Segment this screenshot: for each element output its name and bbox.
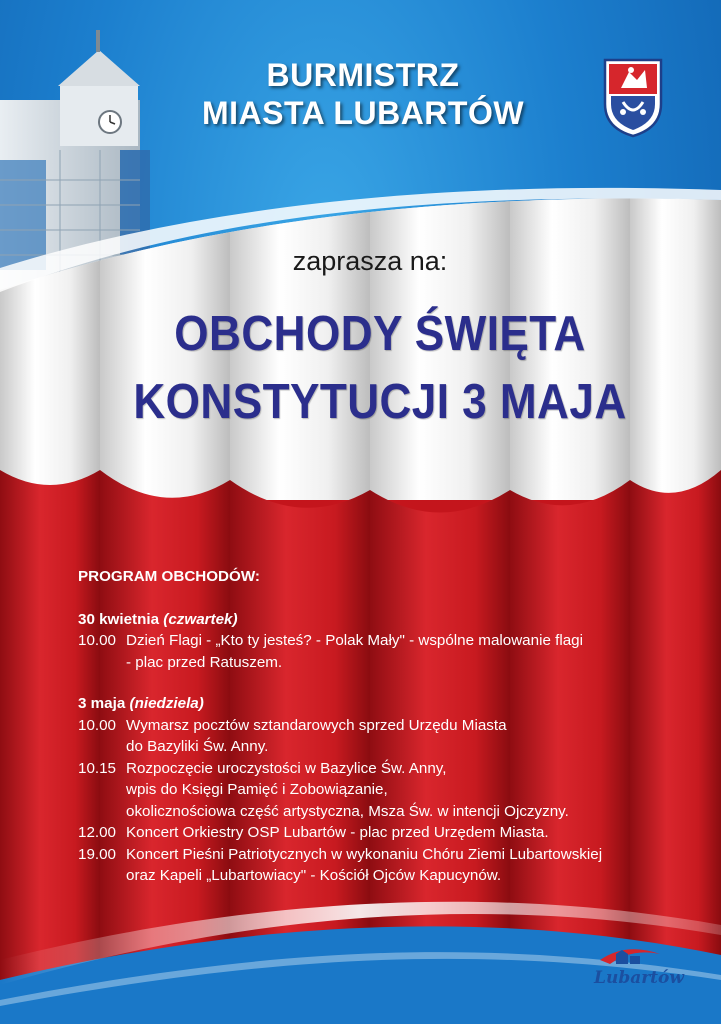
coat-of-arms-icon: [601, 58, 665, 138]
event-title: [92, 300, 668, 436]
event-line: Koncert Pieśni Patriotycznych w wykonaniu Chóru Ziemi Lubartowskiej: [126, 845, 603, 863]
program-section: [78, 566, 678, 887]
event-description: [126, 844, 678, 887]
event-time: 12.00: [78, 824, 117, 841]
event-title-line-1: OBCHODY ŚWIĘTA: [174, 307, 586, 361]
event-line: oraz Kapeli „Lubartowiacy" - Kościół Ojców Kapucynów.: [126, 867, 502, 884]
header-line-2: MIASTA LUBARTÓW: [201, 95, 525, 131]
event-line: do Bazyliki Św. Anny.: [126, 738, 269, 755]
event-line: - plac przed Ratuszem.: [126, 653, 283, 671]
event-description: [126, 715, 678, 758]
day-weekday: (niedziela): [129, 695, 204, 712]
invite-text: zaprasza na:: [292, 246, 448, 276]
event-time: 10.00: [78, 632, 117, 649]
event-time: 19.00: [78, 845, 117, 863]
program-event: [78, 715, 678, 758]
day-date: 30 kwietnia: [78, 610, 160, 628]
event-description: [126, 758, 678, 823]
day-header: [78, 609, 678, 631]
event-description: [126, 630, 678, 673]
event-description: [126, 822, 678, 844]
program-heading: PROGRAM OBCHODÓW:: [78, 568, 260, 585]
header-line-1: BURMISTRZ: [266, 57, 460, 93]
day-header: [78, 693, 678, 715]
event-time: 10.00: [78, 716, 117, 734]
program-event: [78, 822, 678, 844]
day-date: 3 maja: [78, 695, 126, 712]
event-line: Rozpoczęcie uroczystości w Bazylice Św. Anny,: [126, 759, 447, 777]
event-line: Dzień Flagi - „Kto ty jesteś? - Polak Mały" - wspólne malowanie flagi: [126, 632, 583, 649]
lubartow-logo: [586, 940, 684, 1000]
program-event: [78, 758, 678, 823]
event-line: Koncert Orkiestry OSP Lubartów - plac przed Urzędem Miasta.: [126, 824, 549, 841]
header-title: [168, 56, 558, 132]
event-line: okolicznościowa część artystyczna, Msza Św. w intencji Ojczyzny.: [126, 802, 569, 820]
event-time: 10.15: [78, 759, 117, 777]
program-event: [78, 844, 678, 887]
program-event: [78, 630, 678, 673]
event-title-line-2: KONSTYTUCJI 3 MAJA: [133, 375, 627, 429]
event-line: wpis do Księgi Pamięć i Zobowiązanie,: [126, 781, 388, 798]
event-line: Wymarsz pocztów sztandarowych sprzed Urzędu Miasta: [126, 716, 507, 734]
logo-text: Lubartów: [594, 968, 684, 988]
day-weekday: (czwartek): [163, 610, 238, 628]
